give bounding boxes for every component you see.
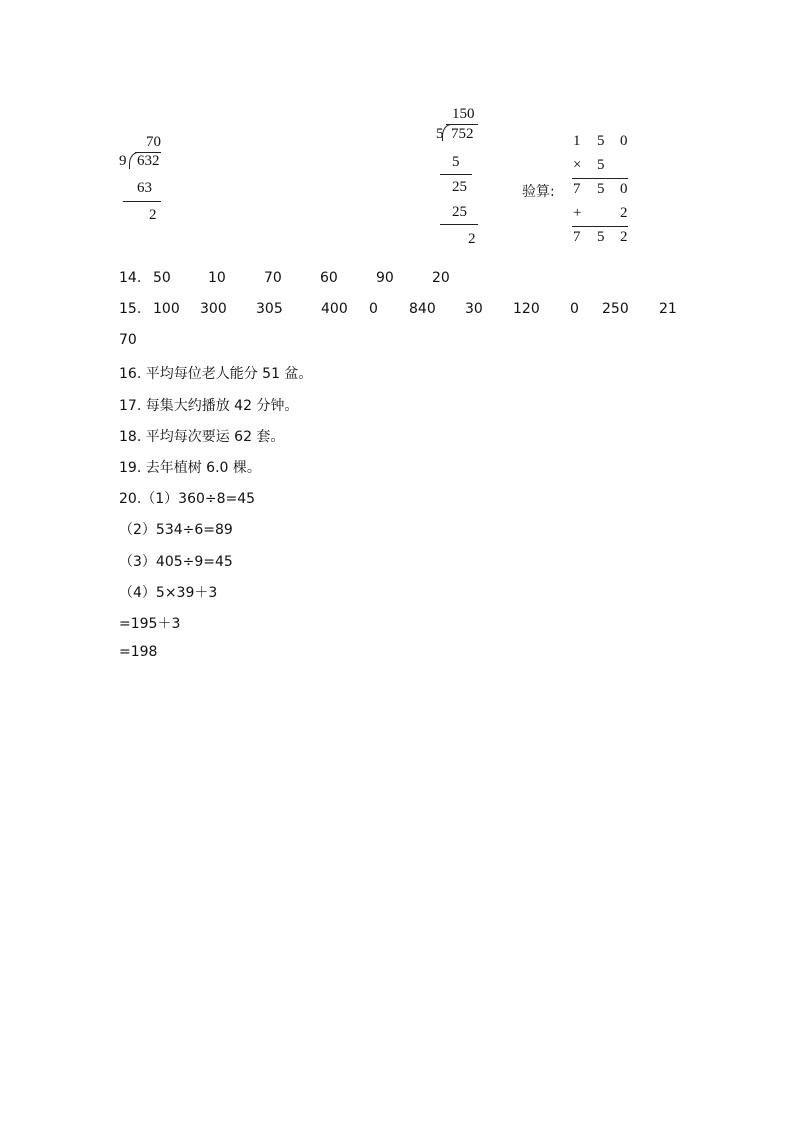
answer-15-value: 400: [321, 301, 348, 317]
answer-14-value: 60: [320, 270, 338, 286]
check-r1-d2: 5: [597, 133, 605, 149]
division2-step3: 25: [452, 204, 467, 220]
answer-15-value: 300: [200, 301, 227, 317]
answer-20-line3: （3）405÷9=45: [119, 554, 233, 570]
check-addend: 2: [620, 205, 628, 221]
division1-dividend: 632: [137, 153, 160, 169]
answer-15-value: 30: [465, 301, 483, 317]
answer-15-wrap: 70: [119, 332, 137, 348]
answer-15-value: 120: [513, 301, 540, 317]
answer-15-value: 250: [602, 301, 629, 317]
answer-16: 16. 平均每位老人能分 51 盆。: [119, 366, 313, 382]
answer-14-value: 90: [376, 270, 394, 286]
answer-15-value: 0: [570, 301, 579, 317]
answer-18: 18. 平均每次要运 62 套。: [119, 429, 285, 445]
division2-dividend: 752: [451, 126, 474, 142]
check-line2: [572, 226, 628, 227]
answer-14-number: 14.: [119, 270, 142, 286]
answer-14-value: 10: [208, 270, 226, 286]
check-r5-d2: 5: [597, 229, 605, 245]
division2-remainder: 2: [468, 231, 476, 247]
check-r1-d1: 1: [573, 133, 581, 149]
check-r5-d3: 2: [620, 229, 628, 245]
division2-divisor: 5: [436, 126, 444, 142]
answer-14-value: 70: [264, 270, 282, 286]
check-plus-sign: +: [573, 205, 582, 221]
answer-15-value: 0: [369, 301, 378, 317]
check-r3-d2: 5: [597, 181, 605, 197]
check-r1-d3: 0: [620, 133, 628, 149]
division2-quotient: 150: [452, 106, 475, 122]
answer-20-line4: （4）5×39＋3: [119, 585, 218, 601]
answer-19: 19. 去年植树 6.0 棵。: [119, 460, 261, 476]
answer-20-line5: =195＋3: [119, 616, 181, 632]
answer-17: 17. 每集大约播放 42 分钟。: [119, 398, 299, 414]
answer-15-value: 100: [153, 301, 180, 317]
division1-product: 63: [137, 180, 152, 196]
check-label: 验算:: [522, 184, 555, 200]
answer-15-value: 840: [409, 301, 436, 317]
check-r3-d3: 0: [620, 181, 628, 197]
answer-15-value: 21: [659, 301, 677, 317]
division2-line2: [440, 224, 478, 225]
division1-divisor: 9: [119, 153, 127, 169]
division2-step1: 5: [452, 154, 460, 170]
answer-15-value: 305: [256, 301, 283, 317]
check-times-sign: ×: [573, 157, 582, 173]
division2-step2: 25: [452, 179, 467, 195]
check-r5-d1: 7: [573, 229, 581, 245]
check-line1: [572, 178, 628, 179]
check-multiplier: 5: [597, 157, 605, 173]
division2-line1: [440, 174, 472, 175]
answer-14-value: 20: [432, 270, 450, 286]
answer-15-number: 15.: [119, 301, 142, 317]
answer-20-line6: =198: [119, 644, 158, 660]
answer-20-line2: （2）534÷6=89: [119, 522, 233, 538]
answer-14-value: 50: [153, 270, 171, 286]
check-r3-d1: 7: [573, 181, 581, 197]
division1-quotient: 70: [146, 134, 161, 150]
division1-remainder: 2: [149, 207, 157, 223]
division1-subtract-line: [123, 201, 161, 202]
answer-20-line1: 20.（1）360÷8=45: [119, 491, 256, 507]
